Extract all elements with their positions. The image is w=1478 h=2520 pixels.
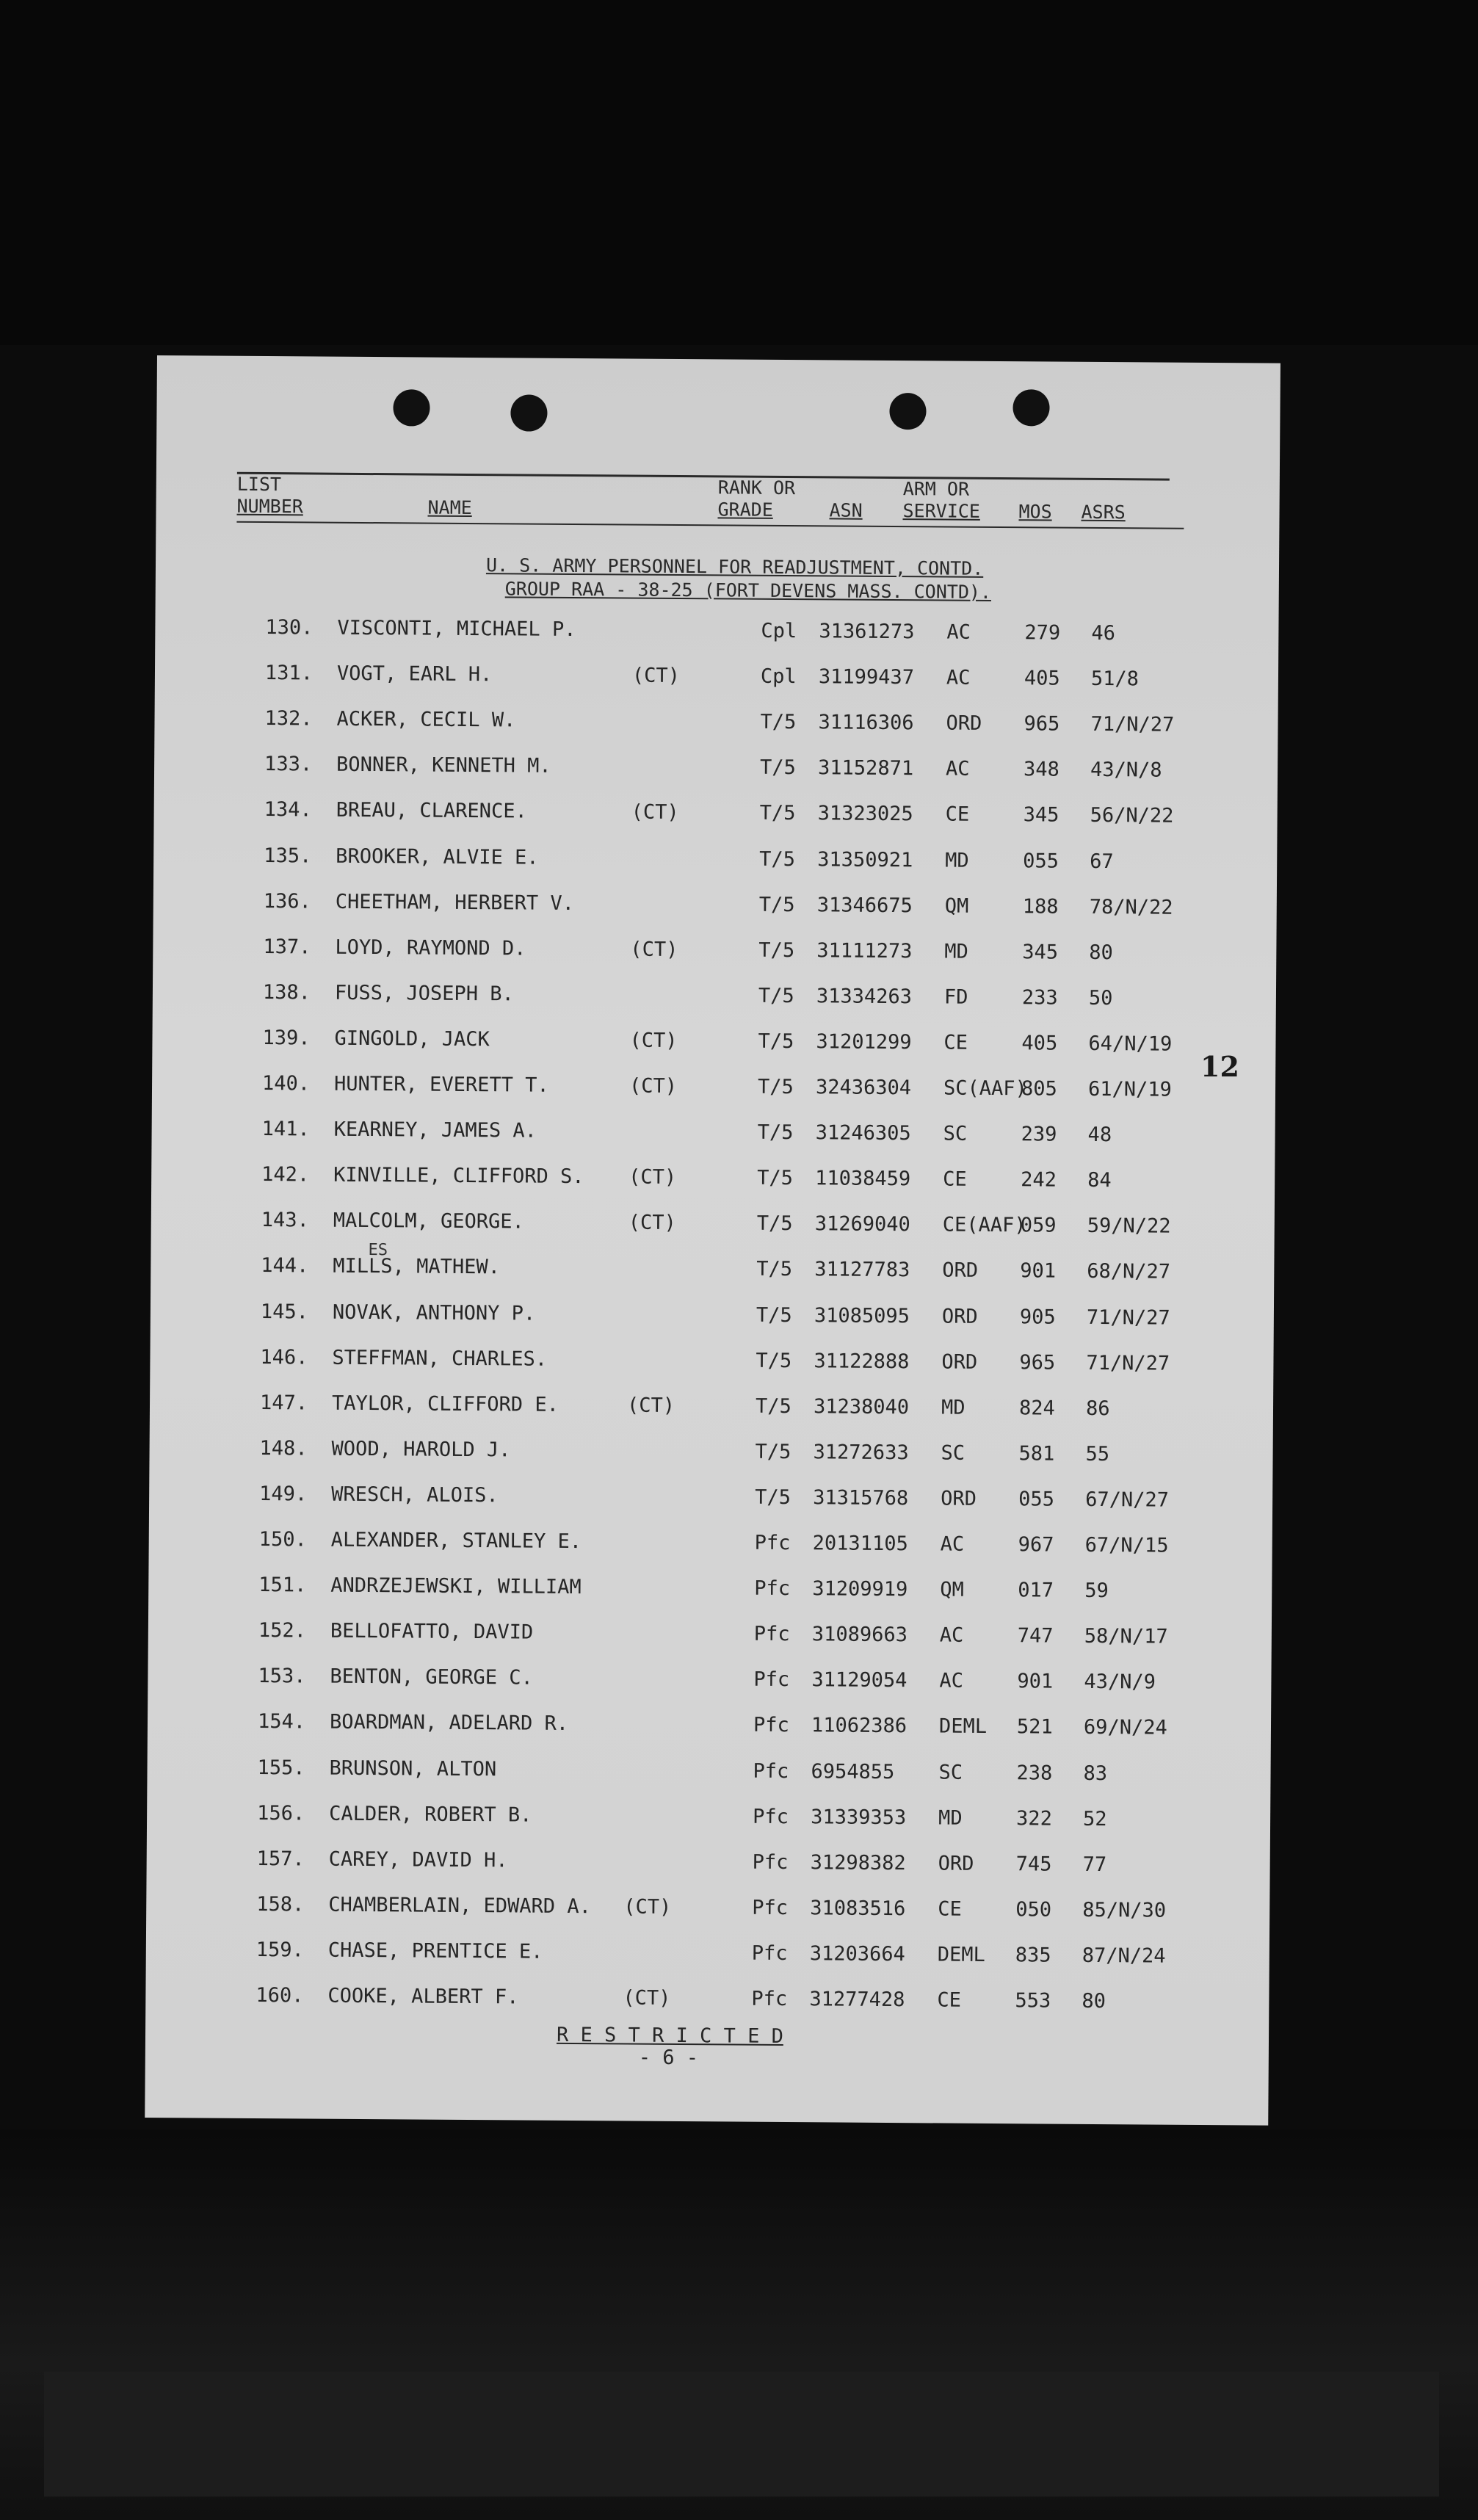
row-ct: (CT) — [626, 1394, 675, 1417]
row-grade: T/5 — [759, 847, 796, 871]
row-number: 139. — [262, 1026, 311, 1050]
row-arm: CE — [937, 1988, 962, 2012]
row-grade: Pfc — [754, 1531, 791, 1555]
header-asn: ASN — [829, 499, 863, 521]
row-grade: T/5 — [755, 1394, 791, 1418]
row-arm: MD — [941, 1396, 966, 1419]
row-mos: 805 — [1021, 1077, 1057, 1101]
row-arm: ORD — [942, 1259, 979, 1283]
header-service-label: SERVICE — [902, 500, 981, 522]
row-number: 155. — [257, 1756, 305, 1779]
row-arm: ORD — [938, 1852, 974, 1875]
header-rank-grade — [717, 477, 795, 521]
row-name: CAREY, DAVID H. — [328, 1847, 508, 1872]
row-arm: ORD — [941, 1350, 978, 1374]
row-arm: QM — [940, 1578, 964, 1601]
row-mos: 405 — [1021, 1032, 1058, 1055]
row-asrs: 71/N/27 — [1086, 1306, 1170, 1330]
row-number: 156. — [257, 1801, 305, 1825]
margin-number: 12 — [1200, 1050, 1239, 1083]
row-number: 140. — [261, 1072, 311, 1096]
row-mos: 188 — [1022, 894, 1059, 919]
header-number-label: NUMBER — [236, 495, 303, 518]
table-row — [146, 1847, 1247, 1900]
row-asrs: 85/N/30 — [1082, 1898, 1167, 1922]
document-page — [145, 355, 1280, 2126]
row-arm: DEML — [938, 1715, 988, 1739]
row-arm: ORD — [946, 712, 982, 736]
row-asrs: 67/N/27 — [1085, 1488, 1170, 1512]
row-number: 158. — [256, 1892, 305, 1916]
row-asn: 31315768 — [813, 1486, 909, 1510]
row-grade: Cpl — [761, 619, 797, 643]
row-number: 153. — [258, 1665, 306, 1688]
row-number: 136. — [263, 889, 311, 913]
row-name: ACKER, CECIL W. — [336, 707, 516, 732]
table-row — [148, 1664, 1249, 1717]
row-number: 145. — [260, 1300, 309, 1323]
row-asn: 31346675 — [816, 893, 913, 917]
row-asrs: 71/N/27 — [1090, 713, 1175, 736]
row-asn: 31122888 — [814, 1349, 910, 1373]
row-grade: T/5 — [757, 1075, 794, 1099]
table-row — [146, 1938, 1247, 1991]
row-number: 160. — [256, 1983, 304, 2007]
row-grade: T/5 — [759, 802, 796, 825]
row-number: 142. — [261, 1163, 310, 1187]
header-rule-top — [237, 472, 1170, 481]
row-number: 134. — [264, 798, 312, 822]
row-asrs: 43/N/9 — [1084, 1670, 1156, 1694]
row-number: 135. — [264, 844, 312, 867]
row-name: WRESCH, ALOIS. — [331, 1482, 499, 1507]
row-arm: CE — [943, 1031, 968, 1054]
row-asn: 31203664 — [809, 1942, 905, 1966]
punch-hole — [393, 389, 430, 426]
row-arm: AC — [946, 666, 971, 689]
row-grade: T/5 — [758, 893, 795, 916]
row-grade: T/5 — [759, 756, 796, 780]
row-mos: 901 — [1020, 1259, 1057, 1283]
row-asn: 31323025 — [817, 802, 913, 826]
row-name: LOYD, RAYMOND D. — [335, 935, 526, 960]
row-asn: 31083516 — [810, 1897, 906, 1920]
row-number: 130. — [265, 616, 314, 640]
row-grade: T/5 — [755, 1440, 791, 1463]
row-grade: Pfc — [753, 1622, 790, 1646]
row-number: 159. — [256, 1938, 304, 1962]
film-band — [44, 2372, 1439, 2497]
row-name: BROOKER, ALVIE E. — [336, 844, 539, 869]
row-asn: 31152871 — [817, 756, 914, 781]
row-name: COOKE, ALBERT F. — [327, 1984, 519, 2009]
row-name: VISCONTI, MICHAEL P. — [337, 616, 576, 641]
punch-hole — [889, 393, 926, 430]
table-row — [153, 980, 1254, 1033]
row-name: MALCOLM, GEORGE. — [333, 1209, 524, 1234]
row-arm: FD — [943, 985, 968, 1009]
row-grade: T/5 — [757, 1166, 794, 1190]
row-asn: 31116306 — [818, 711, 914, 735]
row-asn: 32436304 — [815, 1076, 912, 1100]
row-arm: SC — [938, 1760, 963, 1784]
row-asn: 11062386 — [811, 1714, 908, 1738]
row-mos: 965 — [1019, 1350, 1056, 1375]
row-name: WOOD, HAROLD J. — [331, 1437, 511, 1462]
row-asn: 31201299 — [816, 1030, 912, 1054]
row-mos: 747 — [1017, 1624, 1054, 1648]
row-mos: 279 — [1024, 621, 1061, 645]
row-grade: Pfc — [753, 1714, 789, 1737]
row-mos: 905 — [1019, 1305, 1056, 1329]
row-name: GINGOLD, JACK — [334, 1027, 490, 1051]
row-number: 144. — [261, 1254, 309, 1278]
row-arm: CE — [943, 1167, 967, 1191]
row-grade: Pfc — [752, 1850, 789, 1874]
row-number: 146. — [260, 1345, 308, 1369]
row-asrs: 58/N/17 — [1084, 1625, 1168, 1648]
row-grade: T/5 — [758, 938, 795, 962]
header-list-label: LIST — [236, 473, 282, 496]
row-grade: T/5 — [756, 1212, 793, 1236]
row-number: 150. — [258, 1528, 307, 1552]
row-grade: Cpl — [760, 665, 797, 689]
punch-hole — [1012, 389, 1049, 426]
row-arm: AC — [939, 1623, 964, 1647]
row-asrs: 86 — [1085, 1397, 1110, 1420]
row-ct: (CT) — [630, 938, 678, 961]
table-row — [153, 935, 1254, 988]
row-asn: 6954855 — [811, 1759, 895, 1784]
row-mos: 835 — [1015, 1944, 1051, 1967]
row-asrs: 64/N/19 — [1088, 1032, 1173, 1056]
row-grade: Pfc — [751, 1987, 788, 2011]
row-number: 149. — [259, 1482, 308, 1506]
row-asrs: 43/N/8 — [1090, 758, 1162, 782]
row-arm: MD — [945, 849, 969, 872]
row-asrs: 50 — [1088, 986, 1113, 1010]
row-asn: 31272633 — [813, 1441, 909, 1464]
row-arm: ORD — [941, 1304, 978, 1328]
row-number: 141. — [261, 1118, 310, 1141]
footer-page-number: - 6 - — [638, 2046, 699, 2070]
table-row — [155, 661, 1256, 714]
table-row — [147, 1755, 1248, 1808]
table-row — [153, 843, 1255, 896]
row-arm: AC — [940, 1532, 965, 1556]
row-mos: 238 — [1016, 1761, 1053, 1785]
row-asrs: 80 — [1082, 1989, 1106, 2013]
table-row — [148, 1573, 1250, 1626]
row-mos: 055 — [1023, 849, 1059, 873]
row-name: CALDER, ROBERT B. — [329, 1802, 532, 1827]
row-asrs: 80 — [1089, 941, 1113, 964]
row-name: KEARNEY, JAMES A. — [333, 1118, 537, 1143]
row-asrs: 61/N/19 — [1087, 1077, 1172, 1101]
row-asrs: 51/8 — [1090, 667, 1140, 691]
table-row — [148, 1709, 1249, 1762]
row-arm: MD — [938, 1806, 963, 1830]
row-mos: 055 — [1018, 1488, 1055, 1511]
row-asrs: 83 — [1083, 1762, 1108, 1785]
row-mos: 345 — [1023, 803, 1059, 827]
row-name: BELLOFATTO, DAVID — [330, 1619, 534, 1644]
table-row — [154, 706, 1256, 759]
row-name: TAYLOR, CLIFFORD E. — [331, 1391, 559, 1416]
row-grade: T/5 — [755, 1485, 791, 1509]
row-ct: (CT) — [629, 1029, 678, 1052]
row-name: ALEXANDER, STANLEY E. — [330, 1528, 582, 1554]
punch-hole — [510, 394, 547, 431]
row-mos: 965 — [1024, 712, 1060, 736]
header-rank-label: RANK OR — [717, 477, 796, 499]
row-asn: 31127783 — [814, 1258, 910, 1282]
row-arm: AC — [946, 620, 971, 644]
row-mos: 521 — [1016, 1715, 1053, 1739]
row-arm: QM — [944, 894, 969, 918]
row-grade: Pfc — [754, 1576, 791, 1601]
row-asrs: 67 — [1090, 850, 1114, 873]
row-mos: 017 — [1018, 1579, 1054, 1602]
row-mos: 745 — [1015, 1852, 1052, 1876]
row-asn: 31089663 — [811, 1623, 908, 1647]
table-row — [150, 1391, 1251, 1444]
row-asn: 31129054 — [811, 1668, 908, 1692]
table-row — [149, 1482, 1250, 1535]
table-row — [147, 1801, 1248, 1854]
header-list-number — [236, 474, 303, 518]
row-asn: 31246305 — [815, 1121, 911, 1145]
table-row — [146, 1892, 1247, 1945]
row-grade: Pfc — [753, 1759, 789, 1783]
row-asn: 31334263 — [816, 985, 913, 1008]
row-name: BRUNSON, ALTON — [329, 1756, 497, 1781]
row-asn: 20131105 — [812, 1532, 908, 1556]
handwritten-correction: ES — [368, 1241, 388, 1260]
row-mos: 581 — [1018, 1442, 1055, 1466]
row-grade: T/5 — [760, 710, 797, 734]
row-arm: SC — [941, 1441, 966, 1465]
row-name: ANDRZEJEWSKI, WILLIAM — [330, 1574, 582, 1599]
row-asrs: 68/N/27 — [1087, 1260, 1171, 1284]
row-mos: 242 — [1021, 1168, 1057, 1192]
row-number: 147. — [259, 1391, 308, 1415]
header-asrs: ASRS — [1081, 501, 1126, 524]
row-grade: T/5 — [758, 1029, 794, 1053]
row-name: BENTON, GEORGE C. — [330, 1665, 533, 1690]
row-mos: 345 — [1022, 940, 1059, 964]
row-ct: (CT) — [631, 664, 681, 688]
row-arm: DEML — [937, 1943, 985, 1966]
title-line-1: U. S. ARMY PERSONNEL FOR READJUSTMENT, CONTD. — [485, 554, 984, 579]
row-number: 131. — [264, 662, 314, 685]
row-name: CHASE, PRENTICE E. — [327, 1938, 543, 1963]
row-number: 143. — [261, 1209, 309, 1232]
table-row — [151, 1299, 1252, 1352]
row-mos: 967 — [1018, 1533, 1054, 1557]
row-name: BONNER, KENNETH M. — [336, 753, 551, 778]
row-asn: 31209919 — [812, 1577, 908, 1601]
row-number: 138. — [262, 980, 311, 1004]
row-grade: T/5 — [756, 1258, 793, 1281]
row-mos: 901 — [1017, 1670, 1054, 1693]
table-row — [150, 1345, 1251, 1398]
row-asrs: 56/N/22 — [1090, 804, 1174, 828]
row-asrs: 87/N/24 — [1082, 1944, 1166, 1968]
row-asn: 31361273 — [819, 620, 915, 644]
row-mos: 322 — [1016, 1806, 1053, 1831]
header-arm-label: ARM OR — [902, 478, 970, 500]
row-asrs: 71/N/27 — [1086, 1351, 1170, 1375]
table-row — [151, 1117, 1253, 1170]
row-asrs: 67/N/15 — [1084, 1533, 1169, 1557]
table-row — [152, 1026, 1253, 1079]
row-number: 152. — [258, 1619, 307, 1643]
table-row — [151, 1253, 1252, 1306]
row-asrs: 69/N/24 — [1083, 1716, 1167, 1740]
row-name: NOVAK, ANTHONY P. — [332, 1300, 536, 1325]
row-arm: AC — [939, 1669, 964, 1693]
row-name: HUNTER, EVERETT T. — [333, 1072, 549, 1097]
row-asrs: 59 — [1084, 1579, 1109, 1603]
row-name: STEFFMAN, CHARLES. — [332, 1346, 548, 1371]
row-mos: 239 — [1021, 1123, 1057, 1146]
row-arm: CE(AAF) — [942, 1213, 1026, 1237]
row-asn: 31339353 — [811, 1805, 907, 1829]
row-number: 137. — [263, 935, 311, 959]
row-name: BOARDMAN, ADELARD R. — [329, 1711, 569, 1736]
row-name: VOGT, EARL H. — [336, 662, 493, 687]
table-row — [152, 1071, 1253, 1124]
row-asrs: 52 — [1083, 1807, 1107, 1831]
row-grade: Pfc — [753, 1668, 790, 1692]
row-number: 133. — [264, 753, 313, 776]
table-row — [153, 889, 1254, 942]
row-asrs: 55 — [1085, 1442, 1110, 1466]
row-arm: CE — [945, 803, 970, 827]
row-arm: SC(AAF) — [943, 1076, 1027, 1101]
row-mos: 405 — [1024, 667, 1060, 690]
row-name: BREAU, CLARENCE. — [336, 799, 527, 823]
row-asn: 31199437 — [818, 665, 915, 689]
row-asrs: 78/N/22 — [1089, 895, 1173, 919]
row-grade: T/5 — [757, 1120, 794, 1145]
row-asrs: 46 — [1091, 621, 1116, 645]
footer-restricted: R E S T R I C T E D — [556, 2023, 784, 2049]
row-asrs: 77 — [1082, 1853, 1107, 1876]
row-mos: 059 — [1020, 1214, 1057, 1237]
row-arm: CE — [938, 1897, 962, 1921]
row-asn: 11038459 — [815, 1167, 911, 1191]
header-arm-service — [902, 478, 980, 523]
row-number: 132. — [264, 707, 313, 731]
row-asn: 31350921 — [817, 847, 913, 872]
row-asrs: 48 — [1087, 1123, 1112, 1147]
table-row — [153, 797, 1255, 850]
header-grade-label: GRADE — [717, 499, 773, 521]
row-mos: 824 — [1018, 1396, 1055, 1420]
row-grade: Pfc — [752, 1896, 789, 1919]
row-name: CHEETHAM, HERBERT V. — [335, 890, 575, 915]
header-mos: MOS — [1018, 501, 1052, 523]
row-asn: 31298382 — [810, 1850, 906, 1875]
row-name: FUSS, JOSEPH B. — [334, 981, 514, 1006]
row-mos: 553 — [1015, 1989, 1051, 2013]
row-asn: 31238040 — [813, 1394, 910, 1419]
row-name: KINVILLE, CLIFFORD S. — [333, 1163, 584, 1189]
row-ct: (CT) — [623, 1986, 671, 2010]
row-arm: ORD — [941, 1487, 977, 1510]
table-row — [148, 1527, 1250, 1580]
row-ct: (CT) — [623, 1895, 672, 1919]
row-grade: T/5 — [758, 984, 794, 1007]
row-asrs: 84 — [1087, 1169, 1112, 1192]
table-row — [151, 1208, 1252, 1261]
row-name: MILLS, MATHEW. — [333, 1255, 501, 1279]
row-grade: Pfc — [751, 1941, 788, 1965]
table-row — [155, 615, 1256, 668]
row-ct: (CT) — [628, 1074, 678, 1098]
row-name: CHAMBERLAIN, EDWARD A. — [328, 1893, 591, 1918]
film-border-top — [0, 0, 1478, 345]
table-row — [149, 1436, 1250, 1489]
row-arm: MD — [944, 940, 968, 963]
row-asn: 31111273 — [816, 938, 913, 963]
row-ct: (CT) — [631, 800, 679, 825]
row-grade: T/5 — [756, 1303, 792, 1327]
row-arm: SC — [943, 1122, 968, 1145]
table-row — [151, 1162, 1253, 1215]
title-line-2: GROUP RAA - 38-25 (FORT DEVENS MASS. CONTD). — [504, 578, 992, 603]
row-ct: (CT) — [628, 1165, 677, 1190]
row-arm: AC — [945, 757, 970, 781]
table-row — [154, 752, 1256, 805]
row-grade: Pfc — [753, 1805, 789, 1828]
row-number: 148. — [259, 1436, 308, 1460]
row-mos: 348 — [1023, 758, 1059, 781]
row-number: 157. — [256, 1847, 305, 1871]
table-row — [148, 1618, 1250, 1671]
row-asn: 31277428 — [809, 1988, 905, 2012]
row-number: 154. — [257, 1710, 306, 1734]
row-asrs: 59/N/22 — [1087, 1214, 1171, 1238]
row-ct: (CT) — [628, 1211, 676, 1235]
row-asn: 31085095 — [814, 1303, 910, 1328]
row-mos: 233 — [1021, 986, 1058, 1010]
row-mos: 050 — [1015, 1898, 1052, 1922]
header-name: NAME — [427, 496, 472, 518]
row-number: 151. — [258, 1574, 307, 1597]
row-asn: 31269040 — [814, 1212, 910, 1237]
row-grade: T/5 — [756, 1349, 792, 1372]
